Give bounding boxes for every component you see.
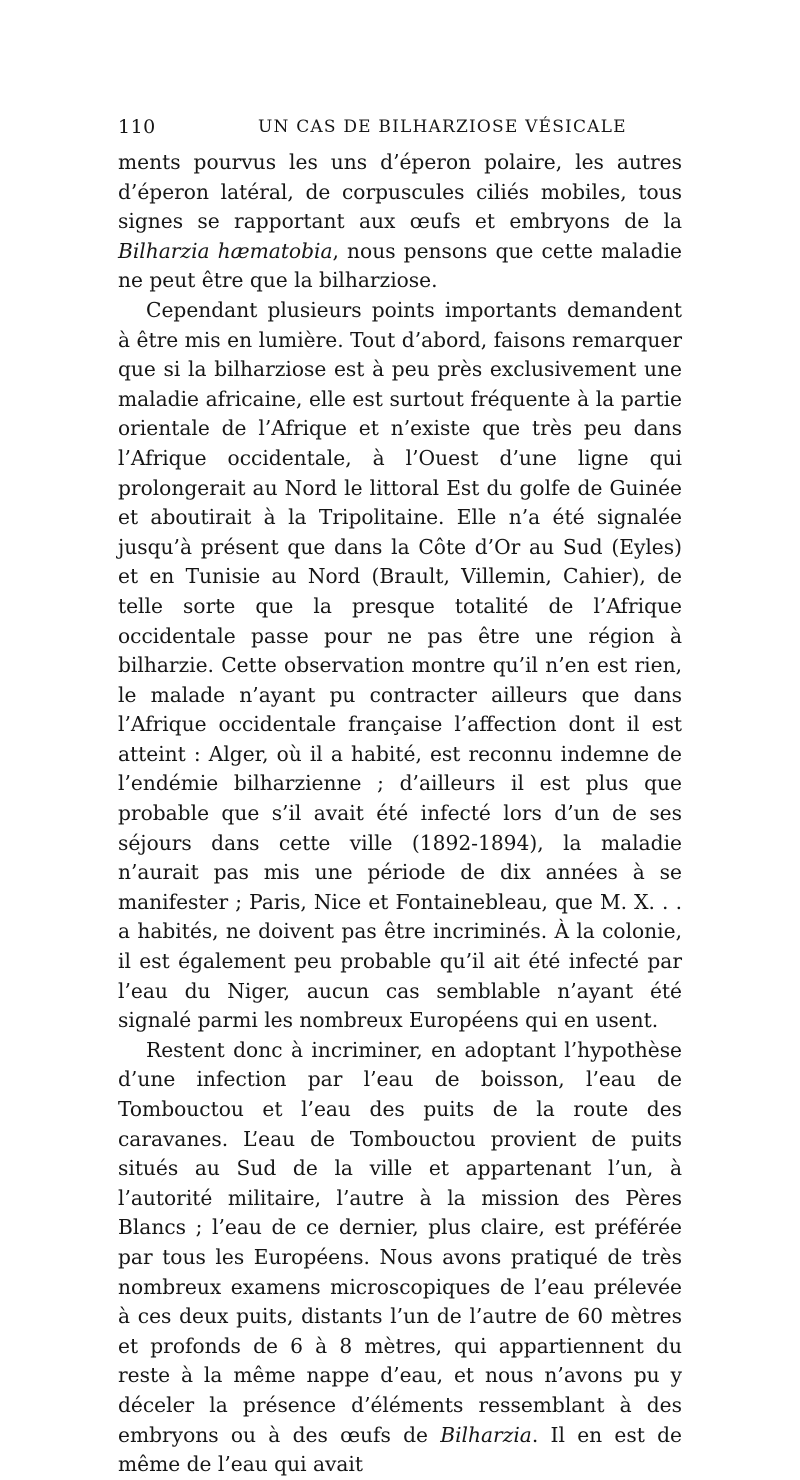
paragraph-1	[118, 148, 682, 296]
paragraph-2	[118, 296, 682, 1036]
paragraph-1-text-end: , nous pensons que cette maladie ne peut être que la bilharziose.	[118, 238, 682, 293]
page-number: 110	[118, 116, 156, 138]
paragraph-1-text: ments pourvus les uns d’éperon polaire, les autres d’éperon latéral, de corpuscules ciliés mobiles, tous signes se rapportant aux œufs et embryons de la	[118, 150, 682, 234]
running-title: UN CAS DE BILHARZIOSE VÉSICALE	[258, 117, 627, 137]
running-head	[118, 112, 684, 142]
body-text	[118, 148, 682, 1480]
paragraph-2-text: Cependant plusieurs points importants demandent à être mis en lumière. Tout d’abord, faisons remarquer que si la bilharziose est à peu près exclusivement une maladie africaine, elle est surtout fréquente à la partie orientale de l’Afrique et n’existe que très peu dans l’Afrique occidentale, à l’Ouest d’une ligne qui prolongerait au Nord le littoral Est du golfe de Guinée et aboutirait à la Tripolitaine. Elle n’a été signalée jusqu’à présent que dans la Côte d’Or au Sud (Eyles) et en Tunisie au Nord (Brault, Villemin, Cahier), de telle sorte que la presque totalité de l’Afrique occidentale passe pour ne pas être une région à bilharzie. Cette observation montre qu’il n’en est rien, le malade n’ayant pu contracter ailleurs que dans l’Afrique occidentale française l’affection dont il est atteint : Alger, où il a habité, est reconnu indemne de l’endémie bilharzienne ; d’ailleurs il est plus que probable que s’il avait été infecté lors d’un de ses séjours dans cette ville (1892-1894), la maladie n’aurait pas mis une période de dix années à se manifester ; Paris, Nice et Fontainebleau, que M. X. . . a habités, ne doivent pas être incriminés. À la colonie, il est également peu probable qu’il ait été infecté par l’eau du Niger, aucun cas semblable n’ayant été signalé parmi les nombreux Européens qui en usent.	[118, 297, 682, 1033]
paragraph-3	[118, 1036, 682, 1480]
paragraph-3-text: Restent donc à incriminer, en adoptant l’hypothèse d’une infection par l’eau de boisson, l’eau de Tombouctou et l’eau des puits de la route des caravanes. L’eau de Tombouctou provient de puits situés au Sud de la ville et appartenant l’un, à l’autorité militaire, l’autre à la mission des Pères Blancs ; l’eau de ce dernier, plus claire, est préférée par tous les Européens. Nous avons pratiqué de très nombreux examens microscopiques de l’eau prélevée à ces deux puits, distants l’un de l’autre de 60 mètres et profonds de 6 à 8 mètres, qui appartiennent du reste à la même nappe d’eau, et nous n’avons pu y déceler la présence d’éléments ressemblant à des embryons ou à des œufs de	[118, 1037, 682, 1447]
paragraph-3-italic-term: Bilharzia	[440, 1422, 532, 1447]
paragraph-1-italic-term: Bilharzia hæmatobia	[118, 238, 333, 263]
paragraph-3-text-end: . Il en est de même de l’eau qui avait	[118, 1422, 682, 1477]
